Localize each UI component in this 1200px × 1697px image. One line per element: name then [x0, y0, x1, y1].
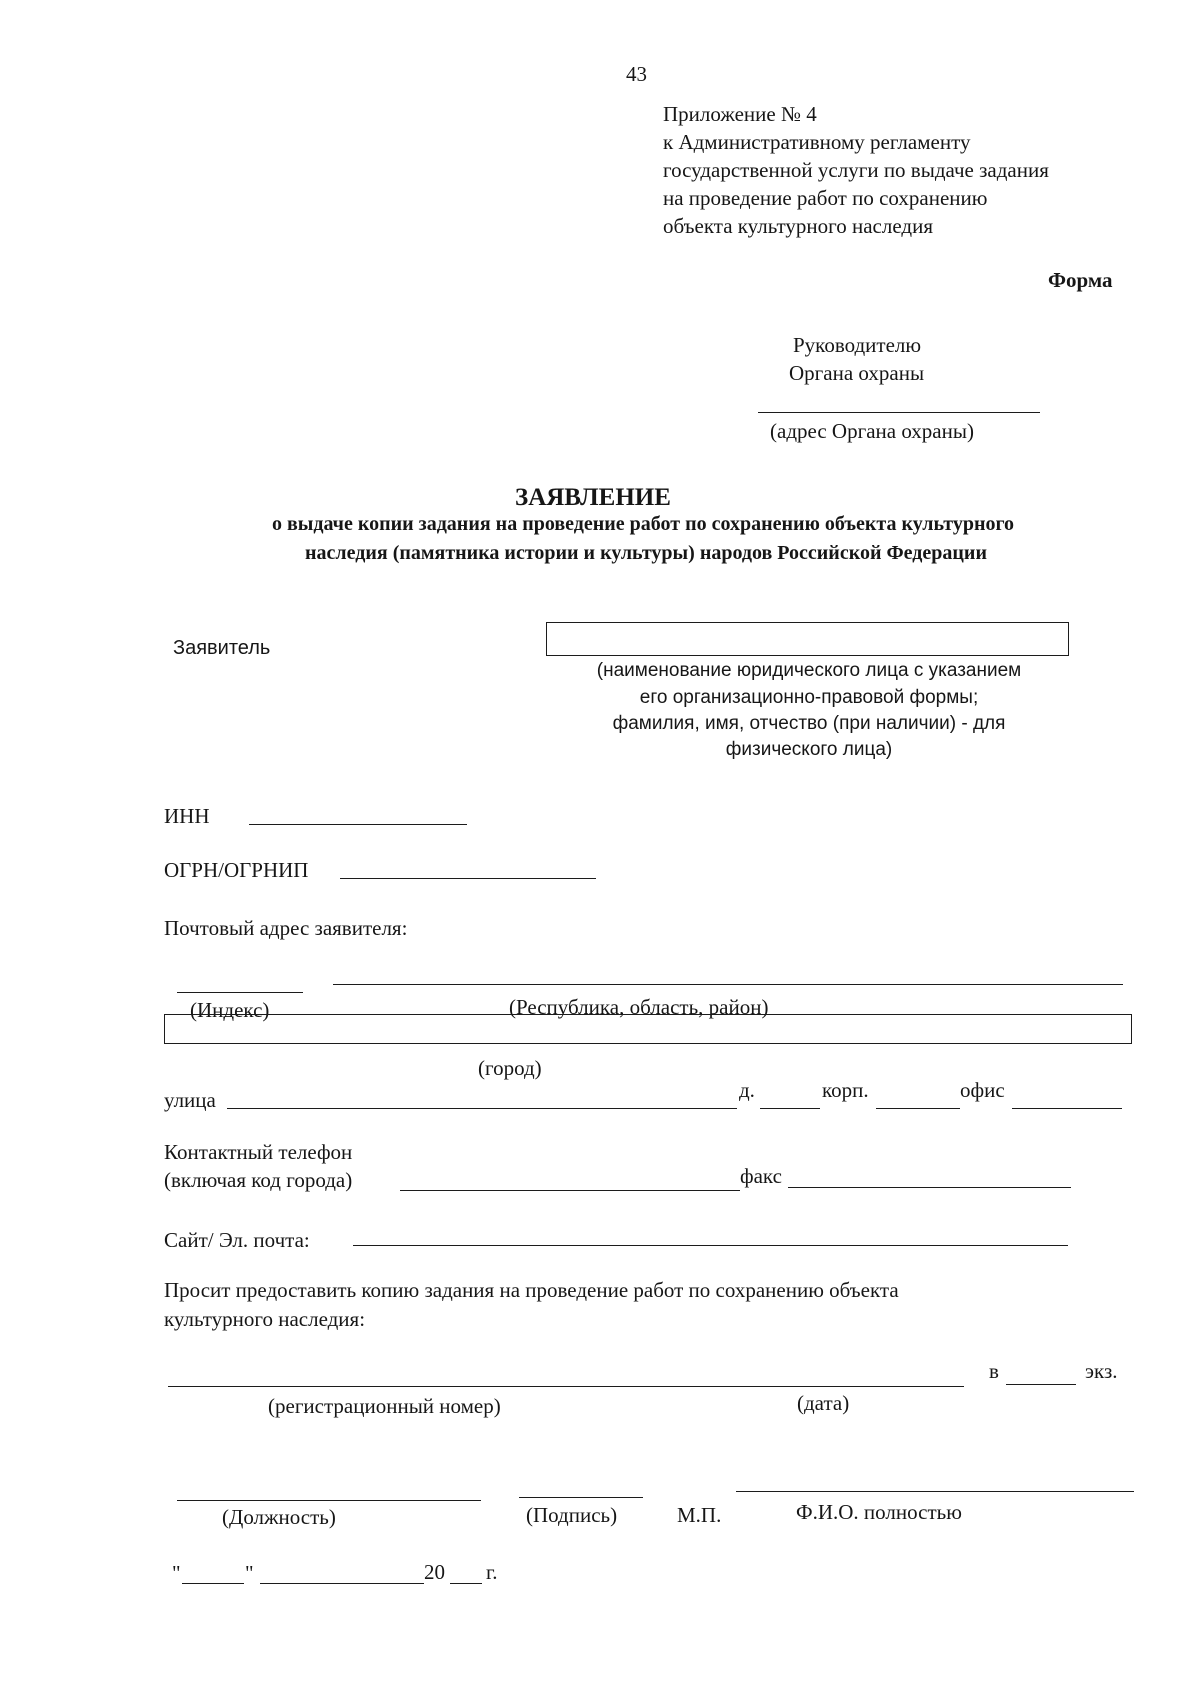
- signature-field[interactable]: [519, 1497, 643, 1498]
- applicant-caption: (наименование юридического лица с указанием: [596, 660, 1022, 681]
- appendix-line: государственной услуги по выдаче задания: [663, 158, 1049, 182]
- full-name-field[interactable]: [736, 1491, 1134, 1492]
- appendix-line: объекта культурного наследия: [663, 214, 933, 238]
- request-text: культурного наследия:: [164, 1307, 366, 1331]
- month-field[interactable]: [260, 1583, 424, 1584]
- appendix-line: к Административному регламенту: [663, 130, 971, 154]
- addressee-address-field[interactable]: [758, 412, 1040, 413]
- phone-field[interactable]: [400, 1190, 740, 1191]
- regnum-date-field[interactable]: [168, 1386, 964, 1387]
- index-caption: (Индекс): [190, 998, 270, 1022]
- date-quote-close: ": [245, 1561, 254, 1585]
- date-quote-open: ": [172, 1561, 181, 1585]
- fax-label: факс: [740, 1164, 782, 1188]
- regnum-caption: (регистрационный номер): [268, 1394, 501, 1418]
- office-label: офис: [960, 1078, 1005, 1102]
- appendix-line: на проведение работ по сохранению: [663, 186, 988, 210]
- applicant-caption: его организационно-правовой формы;: [639, 687, 979, 708]
- year-field[interactable]: [450, 1583, 482, 1584]
- stamp-label: М.П.: [677, 1503, 722, 1527]
- ogrn-field[interactable]: [340, 878, 596, 879]
- phone-label-code: (включая код города): [164, 1168, 353, 1192]
- postal-label: Почтовый адрес заявителя:: [164, 916, 408, 940]
- street-field[interactable]: [227, 1108, 737, 1109]
- subtitle-line: о выдаче копии задания на проведение работ по сохранению объекта культурного: [271, 513, 1015, 535]
- appendix-line: Приложение № 4: [663, 102, 817, 126]
- site-label: Сайт/ Эл. почта:: [164, 1228, 310, 1252]
- addressee-line: Органа охраны: [789, 361, 925, 385]
- page-number: 43: [626, 62, 647, 86]
- signature-caption: (Подпись): [526, 1503, 618, 1527]
- subtitle-line: наследия (памятника истории и культуры) народов Российской Федерации: [305, 542, 987, 564]
- addressee-line: Руководителю: [793, 333, 922, 357]
- address-caption: (адрес Органа охраны): [770, 419, 974, 443]
- site-email-field[interactable]: [353, 1245, 1068, 1246]
- city-caption: (город): [478, 1056, 542, 1080]
- year-suffix: г.: [486, 1560, 498, 1584]
- house-label: д.: [739, 1078, 755, 1102]
- request-text: Просит предоставить копию задания на проведение работ по сохранению объекта: [164, 1278, 899, 1302]
- region-field[interactable]: [333, 984, 1123, 985]
- applicant-caption: фамилия, имя, отчество (при наличии) - для: [612, 713, 1006, 734]
- office-field[interactable]: [1012, 1108, 1122, 1109]
- house-field[interactable]: [760, 1108, 820, 1109]
- applicant-caption: физического лица): [725, 739, 893, 760]
- building-label: корп.: [822, 1078, 869, 1102]
- page-title: ЗАЯВЛЕНИЕ: [515, 484, 671, 511]
- position-caption: (Должность): [222, 1505, 336, 1529]
- full-name-caption: Ф.И.О. полностью: [796, 1500, 962, 1524]
- copies-field[interactable]: [1006, 1384, 1076, 1385]
- region-caption: (Республика, область, район): [509, 995, 769, 1019]
- street-label: улица: [164, 1088, 216, 1112]
- year-prefix: 20: [424, 1560, 445, 1584]
- inn-label: ИНН: [164, 804, 210, 828]
- index-field[interactable]: [177, 992, 303, 993]
- position-field[interactable]: [177, 1500, 481, 1501]
- city-field[interactable]: [164, 1014, 1132, 1044]
- phone-label: Контактный телефон: [164, 1140, 353, 1164]
- inn-field[interactable]: [249, 824, 467, 825]
- day-field[interactable]: [182, 1583, 244, 1584]
- fax-field[interactable]: [788, 1187, 1071, 1188]
- date-caption: (дата): [797, 1391, 850, 1415]
- applicant-label: Заявитель: [173, 637, 271, 659]
- ogrn-label: ОГРН/ОГРНИП: [164, 858, 309, 882]
- building-field[interactable]: [876, 1108, 960, 1109]
- copies-label: экз.: [1085, 1359, 1118, 1383]
- form-label: Форма: [1048, 268, 1113, 292]
- applicant-name-field[interactable]: [546, 622, 1069, 656]
- copies-in-label: в: [989, 1359, 999, 1383]
